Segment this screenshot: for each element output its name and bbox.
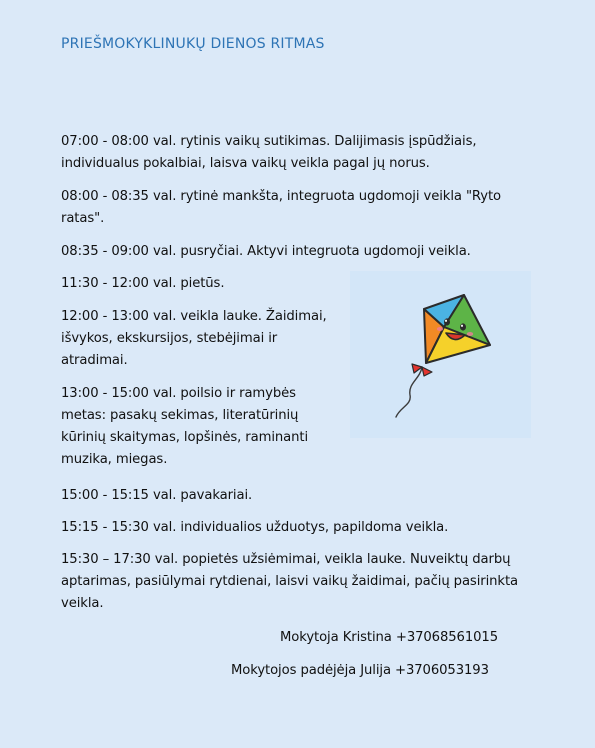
schedule-item-1130: 11:30 - 12:00 val. pietūs. <box>61 276 225 291</box>
teacher-signature: Mokytoja Kristina +37068561015 <box>280 630 499 645</box>
schedule-item-1500: 15:00 - 15:15 val. pavakariai. <box>61 488 253 503</box>
kite-illustration <box>350 271 531 438</box>
kite-icon <box>350 271 531 438</box>
schedule-item-1530: 15:30 – 17:30 val. popietės užsiėmimai, veikla lauke. Nuveiktų darbų aptarimas, pasiūlymai rytdienai, laisvi vaikų žaidimai, pačių pasirinkta veikla. <box>61 552 518 611</box>
schedule-item-0800: 08:00 - 08:35 val. rytinė mankšta, integruota ugdomoji veikla "Ryto ratas". <box>61 189 502 226</box>
schedule-item-1300: 13:00 - 15:00 val. poilsio ir ramybės metas: pasakų sekimas, literatūrinių kūrinių skaitymas, lopšinės, raminanti muzika, miegas. <box>61 386 309 467</box>
schedule-item-0700: 07:00 - 08:00 val. rytinis vaikų sutikimas. Dalijimasis įspūdžiais, individualus pokalbiai, laisva vaikų veikla pagal jų norus. <box>61 134 477 171</box>
schedule-item-0835: 08:35 - 09:00 val. pusryčiai. Aktyvi integruota ugdomoji veikla. <box>61 244 471 259</box>
assistant-signature: Mokytojos padėjėja Julija +3706053193 <box>231 663 489 678</box>
page-title: PRIEŠMOKYKLINUKŲ DIENOS RITMAS <box>61 36 325 52</box>
schedule-item-1200: 12:00 - 13:00 val. veikla lauke. Žaidimai, išvykos, ekskursijos, stebėjimai ir atradimai. <box>61 309 327 368</box>
schedule-item-1515: 15:15 - 15:30 val. individualios užduotys, papildoma veikla. <box>61 520 449 535</box>
